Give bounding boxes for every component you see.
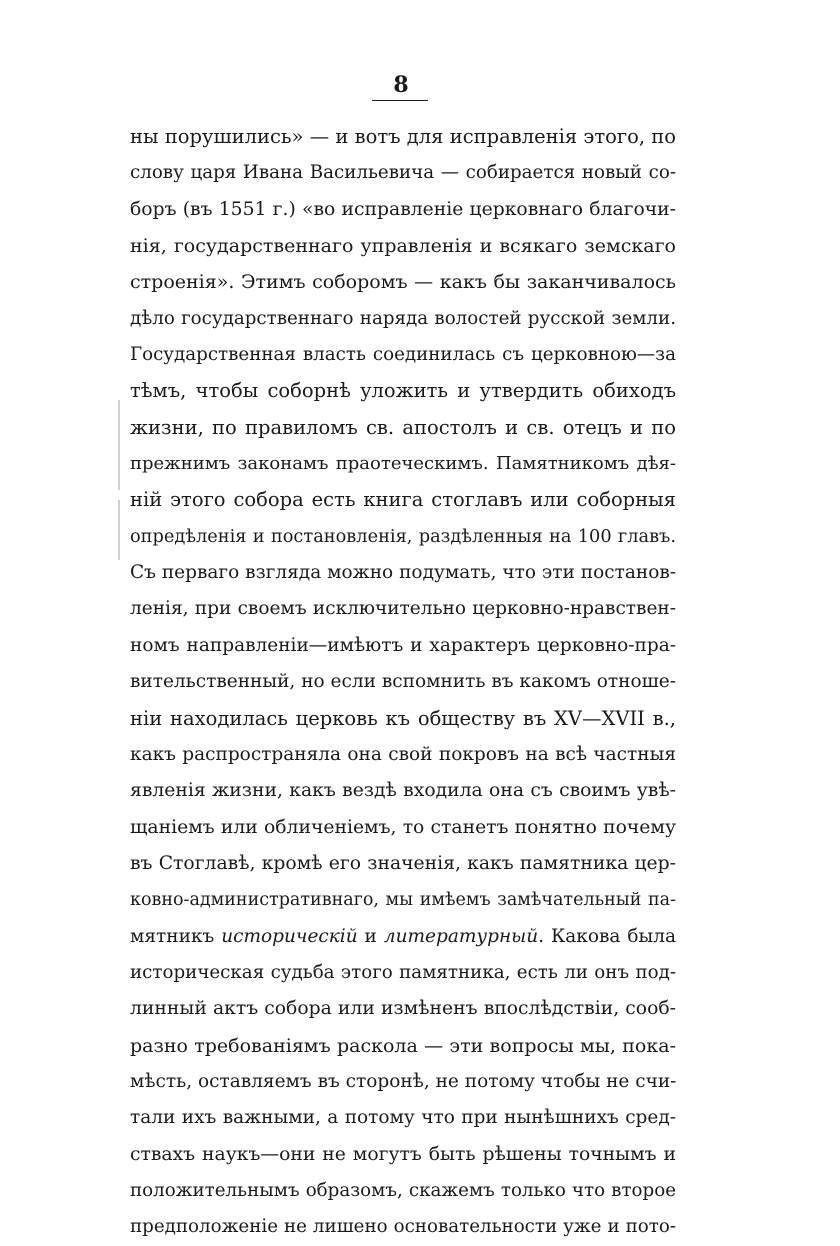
text-segment: ленія, при своемъ исключительно церковно-нравствен- <box>130 598 676 620</box>
text-segment: мятникъ <box>130 925 222 947</box>
text-line <box>130 628 676 664</box>
body-text <box>130 119 676 1246</box>
text-line <box>130 1209 676 1245</box>
text-segment: предположеніе не лишено основательности уже и пото- <box>130 1216 676 1238</box>
text-segment: мѣсть, оставляемъ въ сторонѣ, не потому чтобы не счи- <box>130 1070 677 1092</box>
text-line <box>130 264 676 300</box>
text-segment: вительственный, но если вспомнить въ какомъ отноше- <box>130 671 676 693</box>
text-line <box>130 773 676 809</box>
text-segment: слову царя Ивана Васильевича — собирается новый со- <box>130 162 676 184</box>
text-segment: жизни, по правиломъ св. апостолъ и св. отецъ и по <box>130 415 676 439</box>
text-line <box>130 228 676 264</box>
text-segment: положительнымъ образомъ, скажемъ только что второе <box>130 1179 676 1201</box>
text-segment: ствахъ наукъ—они не могутъ быть рѣшены точнымъ и <box>130 1143 676 1165</box>
page-number: 8 <box>393 72 409 98</box>
text-segment: ніи находилась церковь къ обществу въ XV—XVII в., <box>130 706 676 730</box>
text-segment: историческая судьба этого памятника, есть ли онъ под- <box>130 961 676 983</box>
text-line <box>130 192 676 228</box>
text-line <box>130 519 676 555</box>
text-segment: опредѣленія и постановленія, раздѣленныя на 100 главъ. <box>130 526 676 547</box>
page-number-rule <box>372 100 428 101</box>
text-line <box>130 882 676 918</box>
text-segment: Съ перваго взгляда можно подумать, что эти постанов- <box>130 562 676 584</box>
text-line <box>130 701 676 737</box>
text-segment: въ Стоглавѣ, кромѣ его значенія, какъ памятника цер- <box>130 852 676 874</box>
italic-text-segment: литературный <box>383 925 539 947</box>
text-line <box>130 1064 676 1100</box>
text-segment: строенія». Этимъ соборомъ — какъ бы заканчивалось <box>130 271 676 294</box>
text-segment: тали ихъ важными, а потому что при нынѣшнихъ сред- <box>130 1107 676 1129</box>
text-segment: линный актъ собора или измѣненъ впослѣдствіи, сооб- <box>130 998 676 1020</box>
text-segment: прежнимъ законамъ праотеческимъ. Памятникомъ дѣя- <box>130 453 676 475</box>
text-segment: ны порушились» — и вотъ для исправленія этого, по <box>130 125 676 148</box>
text-segment: какъ распространяла она свой покровъ на всѣ частныя <box>130 743 676 765</box>
text-line <box>130 119 676 155</box>
text-line <box>130 1173 676 1209</box>
italic-text-segment: историческій <box>221 925 358 947</box>
text-line <box>130 446 676 482</box>
text-line <box>130 591 676 627</box>
text-line <box>130 482 676 518</box>
text-segment: тѣмъ, чтобы соборнѣ уложить и утвердить обиходъ <box>130 379 676 403</box>
text-line <box>130 846 676 882</box>
text-segment: щаніемъ или обличеніемъ, то станетъ понятно почему <box>130 816 676 838</box>
margin-scan-mark <box>118 500 120 560</box>
text-line <box>130 737 676 773</box>
text-segment: разно требованіямъ раскола — эти вопросы мы, пока- <box>130 1034 676 1057</box>
text-segment: дѣло государственнаго наряда волостей русской земли. <box>130 307 676 329</box>
text-line <box>130 337 676 373</box>
text-line <box>130 1100 676 1136</box>
margin-scan-mark <box>118 400 120 490</box>
text-segment: ковно-административнаго, мы имѣемъ замѣчательный па- <box>130 890 676 911</box>
text-line <box>130 373 676 409</box>
text-segment: . Какова была <box>538 925 677 947</box>
text-line <box>130 301 676 337</box>
text-line <box>130 1028 676 1064</box>
text-segment: ній этого собора есть книга стоглавъ или соборныя <box>130 488 676 512</box>
text-line <box>130 919 676 955</box>
text-segment: боръ (въ 1551 г.) «во исправленіе церковнаго благочи- <box>130 198 676 220</box>
text-line <box>130 1137 676 1173</box>
text-segment: и <box>357 925 384 947</box>
text-line <box>130 155 676 191</box>
text-segment: явленія жизни, какъ вездѣ входила она съ своимъ увѣ- <box>130 780 676 802</box>
text-segment: номъ направленіи—имѣютъ и характеръ церковно-пра- <box>130 634 676 656</box>
text-line <box>130 810 676 846</box>
text-line <box>130 410 676 446</box>
text-segment: Государственная власть соединилась съ церковною—за <box>130 344 676 366</box>
text-segment: нія, государственнаго управленія и всякаго земскаго <box>130 235 676 258</box>
text-line <box>130 555 676 591</box>
text-line <box>130 664 676 700</box>
text-line <box>130 991 676 1027</box>
text-line <box>130 955 676 991</box>
